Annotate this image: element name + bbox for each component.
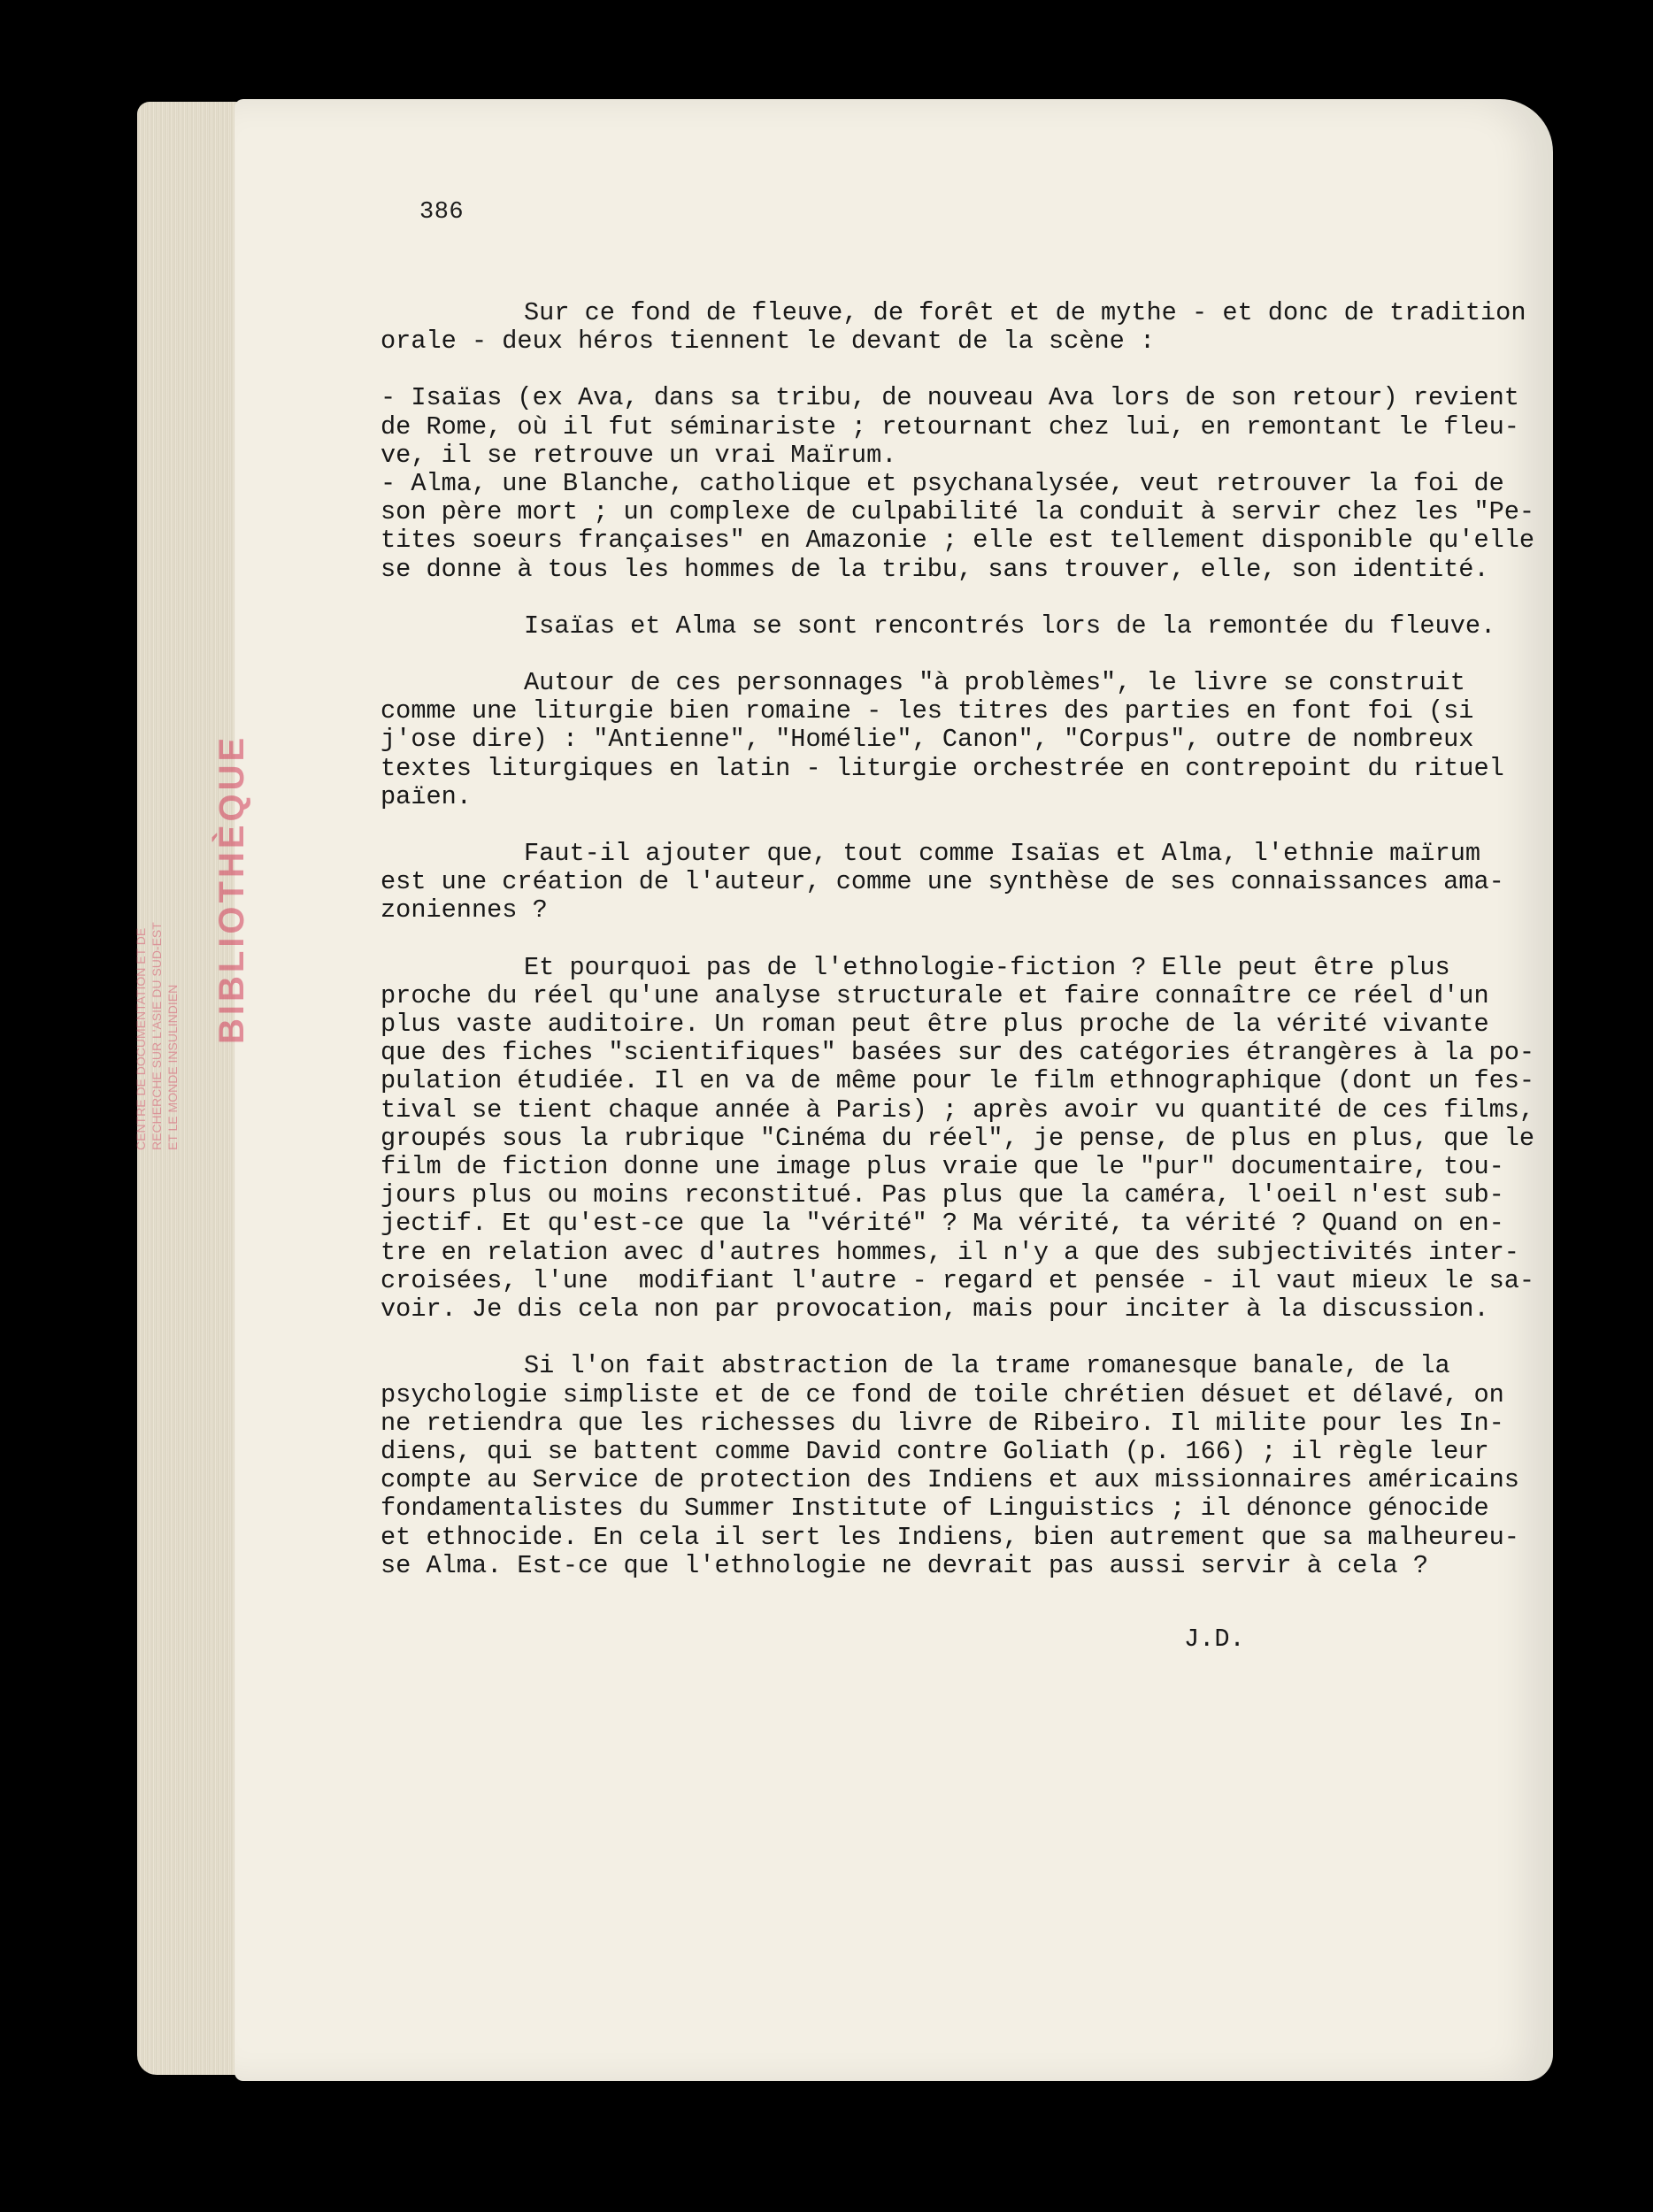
text-line: j'ose dire) : "Antienne", "Homélie", Canon", "Corpus", outre de nombreux <box>381 725 1474 755</box>
text-line: Isaïas et Alma se sont rencontrés lors de la remontée du fleuve. <box>524 611 1496 641</box>
text-line: groupés sous la rubrique "Cinéma du réel", je pense, de plus en plus, que le <box>381 1123 1535 1153</box>
paragraph <box>381 611 1496 641</box>
text-line: compte au Service de protection des Indiens et aux missionnaires américains <box>381 1465 1519 1495</box>
paragraph <box>381 383 1535 584</box>
text-line: orale - deux héros tiennent le devant de la scène : <box>381 326 1156 357</box>
text-line: zoniennes ? <box>381 895 548 926</box>
text-line: de Rome, où il fut séminariste ; retournant chez lui, en remontant le fleu- <box>381 411 1519 442</box>
stamp-line: RECHERCHE SUR L'ASIE DU SUD-EST <box>150 922 164 1150</box>
paragraph <box>381 298 1526 357</box>
text-line: tre en relation avec d'autres hommes, il n'y a que des subjectivités inter- <box>381 1237 1519 1267</box>
text-line: Si l'on fait abstraction de la trame romanesque banale, de la <box>524 1351 1450 1381</box>
library-stamp-lines <box>133 922 181 1150</box>
text-line: tival se tient chaque année à Paris) ; après avoir vu quantité de ces films, <box>381 1094 1535 1125</box>
text-line: comme une liturgie bien romaine - les titres des parties en font foi (si <box>381 696 1474 726</box>
text-line: Autour de ces personnages "à problèmes", le livre se construit <box>524 668 1465 698</box>
text-line: se donne à tous les hommes de la tribu, sans trouver, elle, son identité. <box>381 554 1489 584</box>
text-line: Faut-il ajouter que, tout comme Isaïas et Alma, l'ethnie maïrum <box>524 839 1481 869</box>
text-line: Et pourquoi pas de l'ethnologie-fiction ? Elle peut être plus <box>524 952 1450 982</box>
text-line: jectif. Et qu'est-ce que la "vérité" ? Ma vérité, ta vérité ? Quand on en- <box>381 1209 1504 1239</box>
paragraph <box>381 1351 1519 1580</box>
text-line: fondamentalistes du Summer Institute of Linguistics ; il dénonce génocide <box>381 1494 1489 1524</box>
text-line: croisées, l'une modifiant l'autre - regard et pensée - il vaut mieux le sa- <box>381 1265 1535 1295</box>
page-number: 386 <box>419 199 465 226</box>
text-line: ve, il se retrouve un vrai Maïrum. <box>381 440 897 470</box>
text-line: diens, qui se battent comme David contre Goliath (p. 166) ; il règle leur <box>381 1436 1489 1466</box>
author-initials: J.D. <box>1184 1624 1245 1654</box>
text-line: et ethnocide. En cela il sert les Indiens, bien autrement que sa malheureu- <box>381 1522 1519 1552</box>
text-line: voir. Je dis cela non par provocation, mais pour inciter à la discussion. <box>381 1294 1489 1325</box>
text-line: film de fiction donne une image plus vraie que le "pur" documentaire, tou- <box>381 1152 1504 1182</box>
paragraph <box>381 839 1504 926</box>
text-line: jours plus ou moins reconstitué. Pas plus que la caméra, l'oeil n'est sub- <box>381 1180 1504 1210</box>
text-line: est une création de l'auteur, comme une synthèse de ses connaissances ama- <box>381 867 1504 897</box>
paragraph <box>381 668 1504 811</box>
text-line: pulation étudiée. Il en va de même pour le film ethnographique (dont un fes- <box>381 1066 1535 1096</box>
stamp-line: ET LE MONDE INSULINDIEN <box>165 984 180 1150</box>
text-line: ne retiendra que les richesses du livre de Ribeiro. Il milite pour les In- <box>381 1408 1504 1438</box>
text-line: que des fiches "scientifiques" basées sur des catégories étrangères à la po- <box>381 1038 1535 1068</box>
text-line: textes liturgiques en latin - liturgie orchestrée en contrepoint du rituel <box>381 753 1504 783</box>
text-line: se Alma. Est-ce que l'ethnologie ne devrait pas aussi servir à cela ? <box>381 1550 1428 1580</box>
review-body <box>381 298 1535 1609</box>
text-line: psychologie simpliste et de ce fond de toile chrétien désuet et délavé, on <box>381 1379 1504 1409</box>
text-line: proche du réel qu'une analyse structurale et faire connaître ce réel d'un <box>381 980 1489 1010</box>
text-line: - Isaïas (ex Ava, dans sa tribu, de nouveau Ava lors de son retour) revient <box>381 383 1519 413</box>
text-line: plus vaste auditoire. Un roman peut être plus proche de la vérité vivante <box>381 1010 1489 1040</box>
text-line: son père mort ; un complexe de culpabilité la conduit à servir chez les "Pe- <box>381 497 1535 527</box>
paragraph <box>381 952 1535 1325</box>
stamp-line: CENTRE DE DOCUMENTATION ET DE <box>134 927 148 1150</box>
text-line: tites soeurs françaises" en Amazonie ; elle est tellement disponible qu'elle <box>381 526 1535 556</box>
text-line: païen. <box>381 781 472 811</box>
library-stamp: BIBLIOTHÈQUE <box>212 733 251 1044</box>
text-line: - Alma, une Blanche, catholique et psychanalysée, veut retrouver la foi de <box>381 469 1504 499</box>
text-line: Sur ce fond de fleuve, de forêt et de mythe - et donc de tradition <box>524 298 1526 327</box>
